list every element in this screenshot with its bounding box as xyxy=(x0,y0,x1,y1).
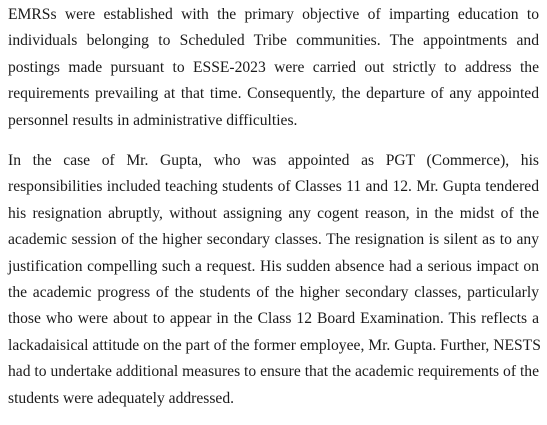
paragraph-line: In the case of Mr. Gupta, who was appointed as PGT (Commerce), his xyxy=(8,152,539,169)
paragraph-line: the academic progress of the students of the higher secondary classes, particularly xyxy=(8,283,539,301)
paragraph-2 xyxy=(8,148,539,412)
paragraph-line: EMRSs were established with the primary objective of imparting education to xyxy=(8,6,539,23)
paragraph-line: had to undertake additional measures to ensure that the academic requirements of the xyxy=(8,363,539,381)
paragraph-line: lackadaisical attitude on the part of the former employee, Mr. Gupta. Further, NESTS xyxy=(8,336,541,354)
paragraph-line: those who were about to appear in the Class 12 Board Examination. This reflects a xyxy=(8,310,539,328)
paragraph-line: requirements prevailing at that time. Consequently, the departure of any appointed xyxy=(8,85,539,103)
paragraph-line: his resignation abruptly, without assigning any cogent reason, in the midst of the xyxy=(8,204,539,222)
paragraph-line: justification compelling such a request. His sudden absence had a serious impact on xyxy=(8,257,539,275)
paragraph-line: personnel results in administrative difficulties. xyxy=(8,111,298,129)
paragraph-line: individuals belonging to Scheduled Tribe communities. The appointments and xyxy=(8,32,539,50)
paragraph-line: academic session of the higher secondary classes. The resignation is silent as to any xyxy=(8,231,539,249)
paragraph-line: students were adequately addressed. xyxy=(8,389,235,407)
paragraph-line: responsibilities included teaching students of Classes 11 and 12. Mr. Gupta tendered xyxy=(8,178,539,196)
paragraph-1 xyxy=(8,2,539,134)
paragraph-line: postings made pursuant to ESSE-2023 were carried out strictly to address the xyxy=(8,58,539,76)
